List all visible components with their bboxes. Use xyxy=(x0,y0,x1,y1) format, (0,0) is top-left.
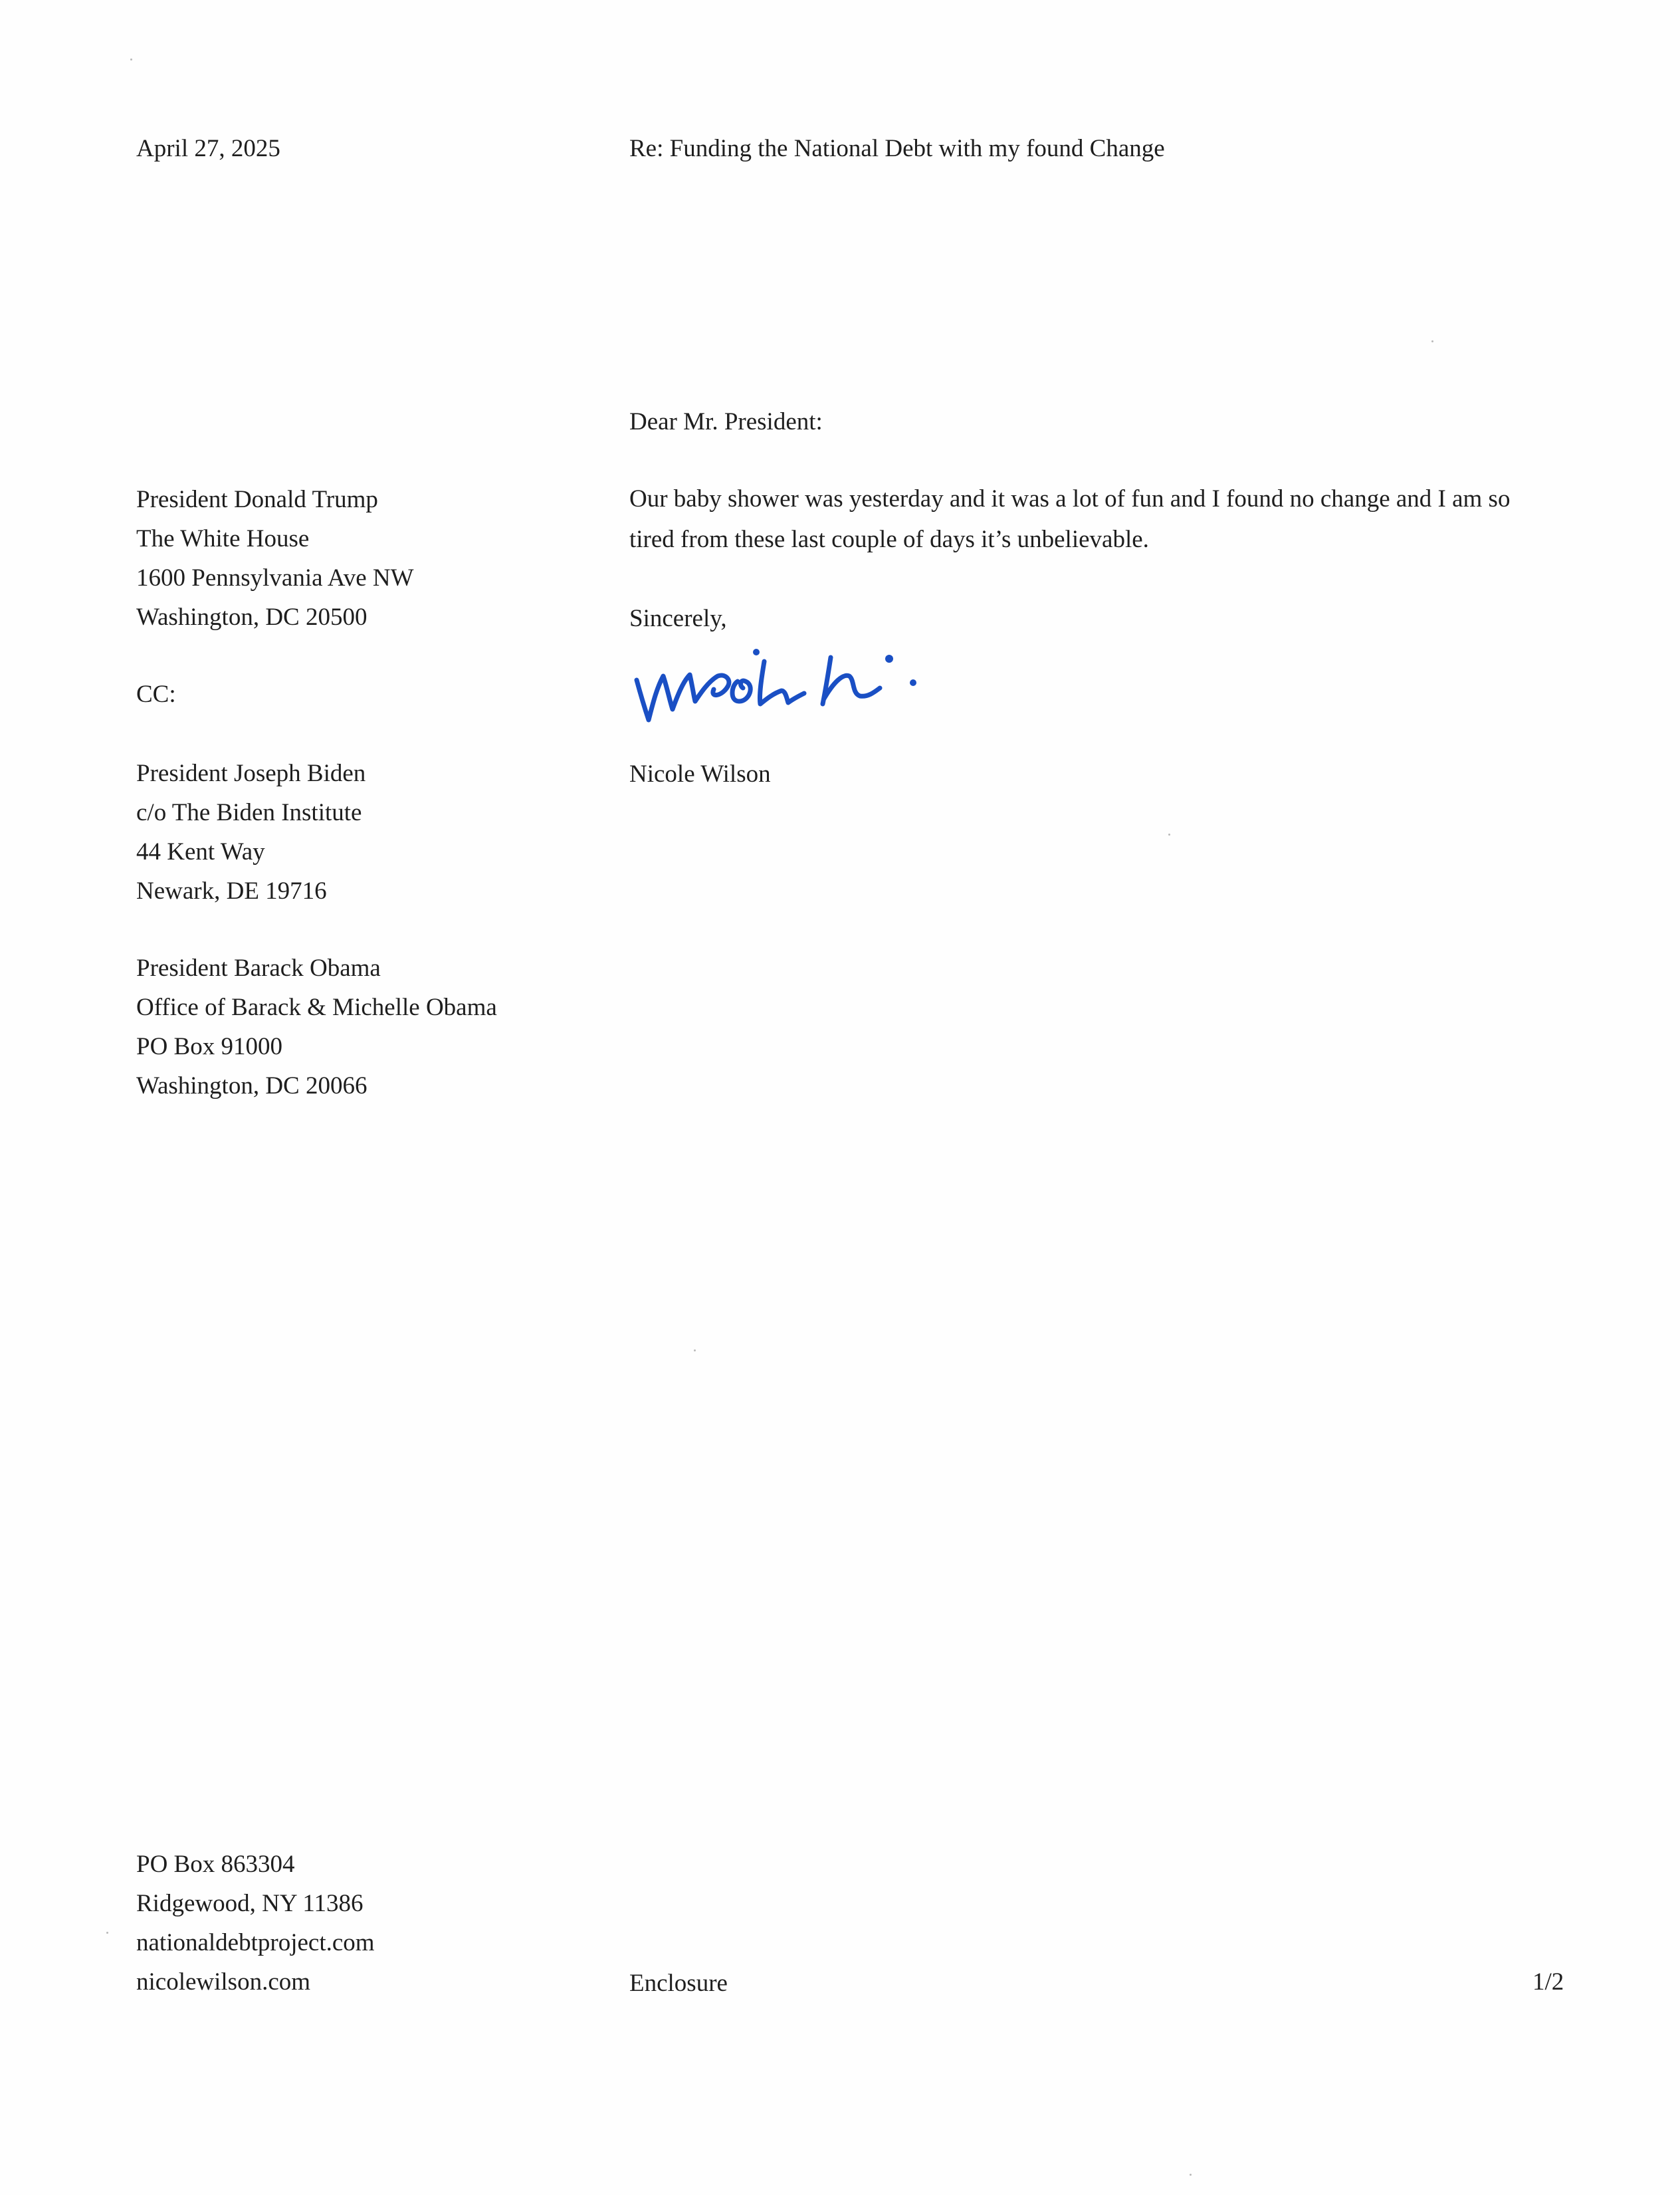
letter-date: April 27, 2025 xyxy=(136,135,280,162)
recipient-line: Washington, DC 20500 xyxy=(136,604,368,631)
scan-speck xyxy=(694,1349,696,1351)
cc-address-line: President Joseph Biden xyxy=(136,760,366,787)
scan-speck xyxy=(130,58,132,60)
cc-label: CC: xyxy=(136,681,176,708)
recipient-line: The White House xyxy=(136,525,310,552)
cc-address-line: President Barack Obama xyxy=(136,955,381,982)
handwritten-signature xyxy=(631,635,964,741)
sender-line: PO Box 863304 xyxy=(136,1851,295,1878)
cc-address-line: Washington, DC 20066 xyxy=(136,1072,368,1099)
salutation: Dear Mr. President: xyxy=(629,408,823,435)
scan-speck xyxy=(1190,2174,1192,2176)
sender-address xyxy=(136,1845,375,2002)
sender-line: nicolewilson.com xyxy=(136,1968,311,1996)
recipient-line: President Donald Trump xyxy=(136,486,378,513)
cc-obama-address xyxy=(136,949,497,1105)
scan-speck xyxy=(106,1932,108,1934)
page-number: 1/2 xyxy=(1532,1968,1564,1996)
cc-address-line: PO Box 91000 xyxy=(136,1033,282,1060)
cc-address-line: Newark, DE 19716 xyxy=(136,877,327,905)
recipient-address xyxy=(136,480,414,637)
enclosure-note: Enclosure xyxy=(629,1970,728,1997)
scan-speck xyxy=(1431,340,1433,342)
scan-speck xyxy=(1168,834,1170,836)
sender-line: Ridgewood, NY 11386 xyxy=(136,1890,364,1917)
closing: Sincerely, xyxy=(629,605,727,632)
letter-subject: Re: Funding the National Debt with my found Change xyxy=(629,135,1165,162)
cc-address-line: c/o The Biden Institute xyxy=(136,799,362,826)
signer-name: Nicole Wilson xyxy=(629,760,771,788)
cc-address-line: Office of Barack & Michelle Obama xyxy=(136,994,497,1021)
sender-line: nationaldebtproject.com xyxy=(136,1929,375,1956)
cc-address-line: 44 Kent Way xyxy=(136,838,265,866)
letter-body: Our baby shower was yesterday and it was a lot of fun and I found no change and I am so tired from these last couple of days it’s unbelievable. xyxy=(629,485,1511,553)
recipient-line: 1600 Pennsylvania Ave NW xyxy=(136,564,414,592)
cc-biden-address xyxy=(136,754,366,911)
